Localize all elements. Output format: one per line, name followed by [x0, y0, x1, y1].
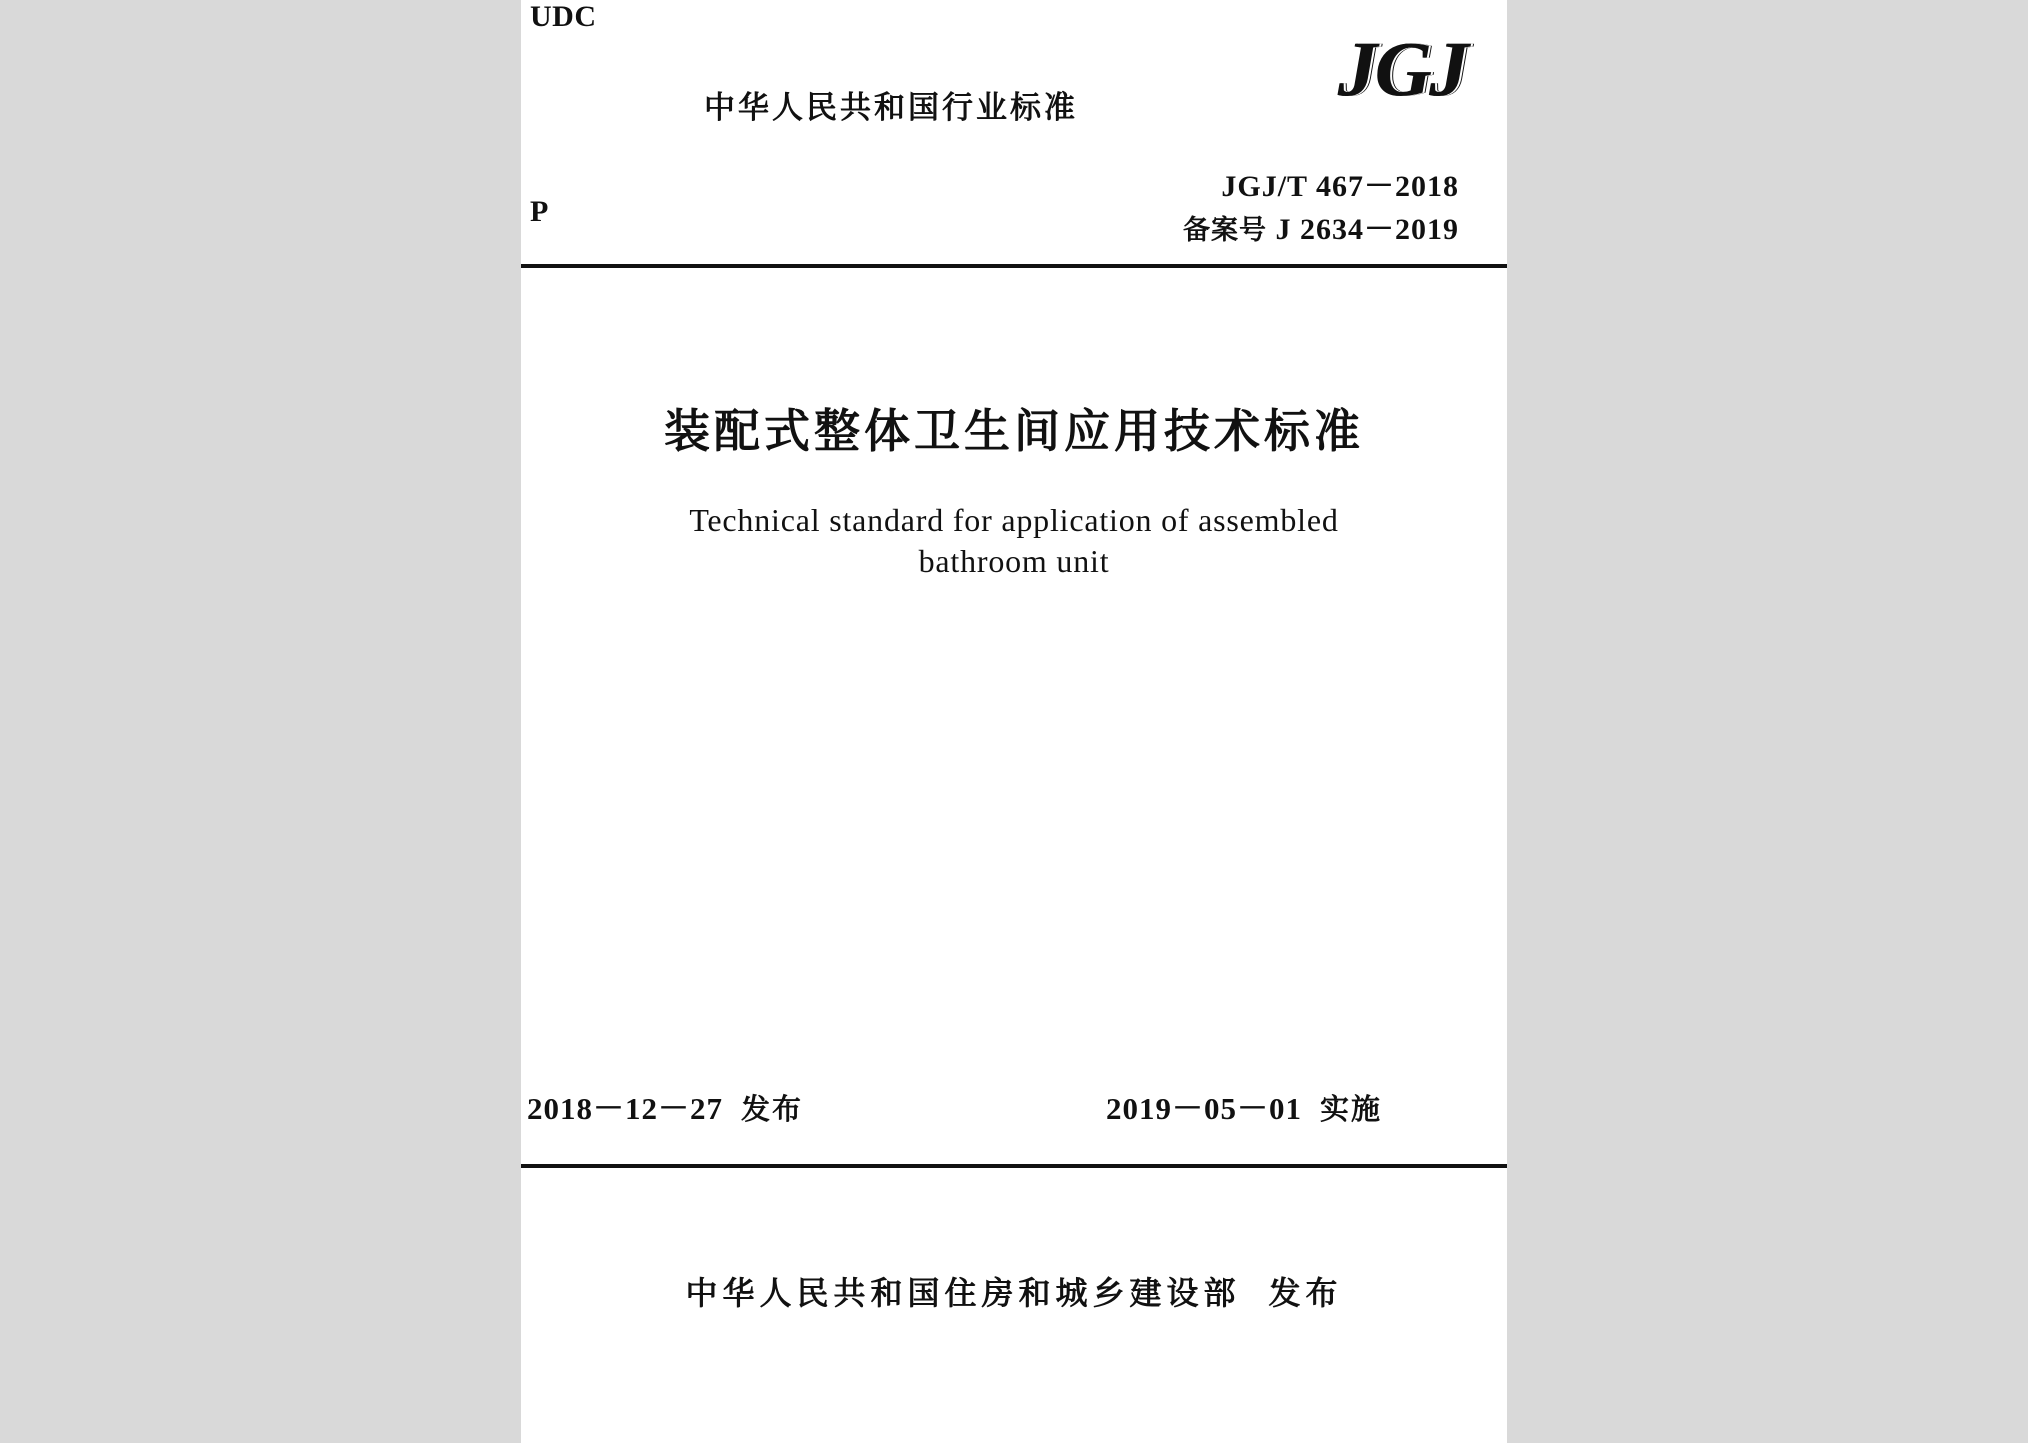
publisher-name: 中华人民共和国住房和城乡建设部 — [685, 1274, 1241, 1312]
document-title-cn: 装配式整体卫生间应用技术标准 — [664, 404, 1364, 458]
issue-date-group — [527, 1083, 803, 1128]
record-number-label: 备案号 — [1183, 214, 1267, 246]
standard-organization-title: 中华人民共和国行业标准 — [704, 90, 1078, 126]
document-title-en — [521, 500, 1507, 582]
standard-code-block — [1183, 166, 1459, 251]
udc-label: UDC — [530, 0, 597, 33]
issue-date: 2018－12－27 — [527, 1091, 723, 1126]
effective-date: 2019－05－01 — [1106, 1091, 1302, 1126]
footer-divider — [521, 1164, 1507, 1168]
document-title-en-line1: Technical standard for application of assembled — [689, 502, 1339, 538]
publisher-action: 发布 — [1268, 1274, 1343, 1312]
record-number — [1183, 209, 1459, 252]
effective-label: 实施 — [1320, 1092, 1383, 1126]
document-title-en-line2: bathroom unit — [918, 542, 1110, 579]
effective-date-group — [1106, 1083, 1382, 1128]
jgj-logo: JGJ — [1338, 25, 1467, 112]
classification-mark: P — [530, 195, 549, 228]
cover-content — [521, 0, 1507, 1443]
header-divider — [521, 264, 1507, 268]
publisher-line — [521, 1268, 1507, 1314]
standard-code: JGJ/T 467－2018 — [1221, 170, 1459, 203]
issue-label: 发布 — [741, 1092, 804, 1126]
record-number-value: J 2634－2019 — [1275, 212, 1459, 246]
document-page — [521, 0, 1507, 1443]
date-row — [521, 1083, 1507, 1125]
